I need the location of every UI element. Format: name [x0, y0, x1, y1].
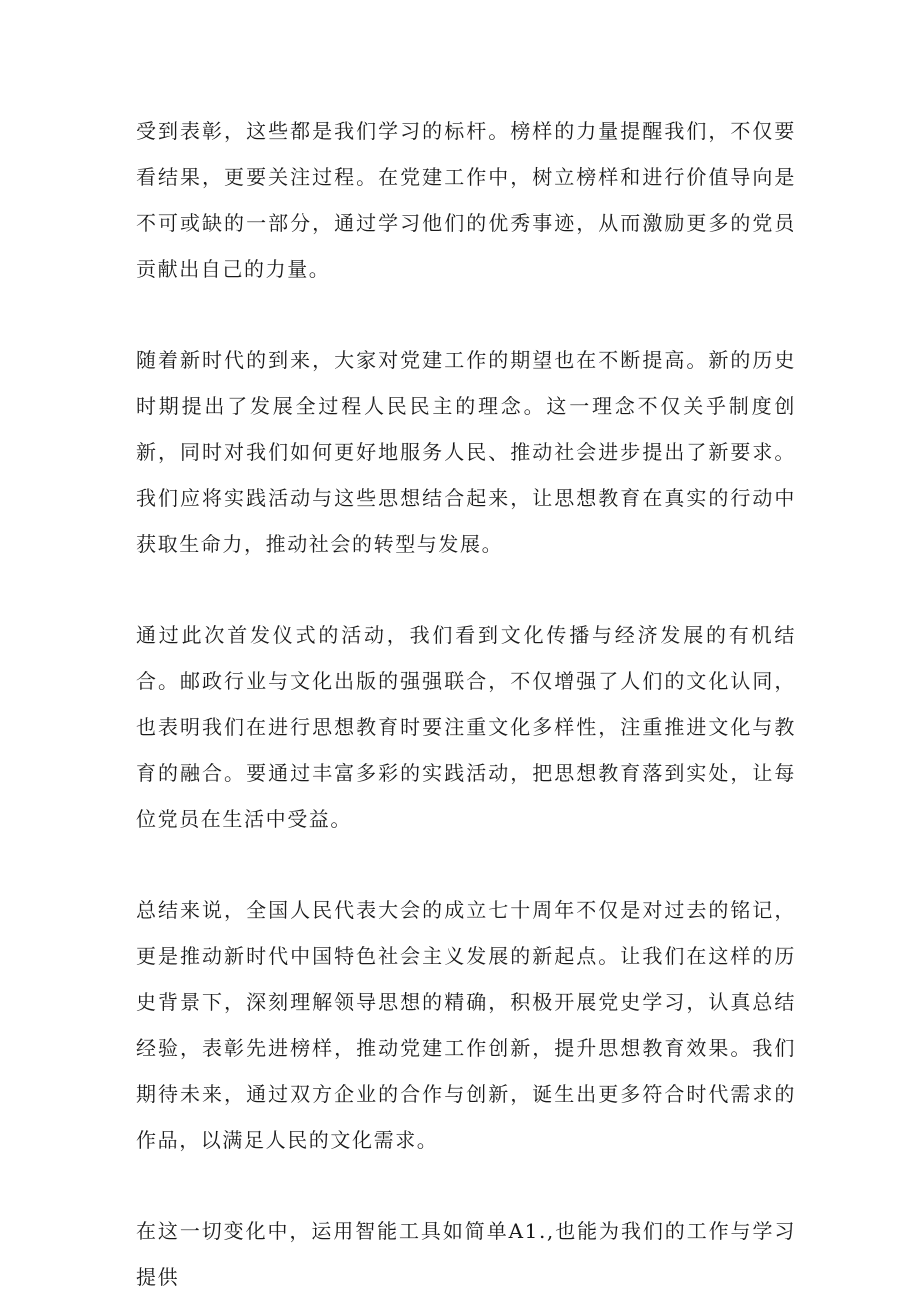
- paragraph-5: 在这一切变化中，运用智能工具如简单A1.,也能为我们的工作与学习提供: [136, 1219, 796, 1289]
- paragraph-2: 随着新时代的到来，大家对党建工作的期望也在不断提高。新的历史时期提出了发展全过程人民民主的理念。这一理念不仅关乎制度创新，同时对我们如何更好地服务人民、推动社会进步提出了新要求。我们应将实践活动与这些思想结合起来，让思想教育在真实的行动中获取生命力，推动社会的转型与发展。: [136, 348, 796, 556]
- paragraph-4: 总结来说，全国人民代表大会的成立七十周年不仅是对过去的铭记，更是推动新时代中国特色社会主义发展的新起点。让我们在这样的历史背景下，深刻理解领导思想的精确，积极开展党史学习，认真总结经验，表彰先进榜样，推动党建工作创新，提升思想教育效果。我们期待未来，通过双方企业的合作与创新，诞生出更多符合时代需求的作品，以满足人民的文化需求。: [136, 898, 796, 1152]
- paragraph-1: 受到表彰，这些都是我们学习的标杆。榜样的力量提醒我们，不仅要看结果，更要关注过程。在党建工作中，树立榜样和进行价值导向是不可或缺的一部分，通过学习他们的优秀事迹，从而激励更多的党员贡献出自己的力量。: [136, 119, 796, 281]
- paragraph-3: 通过此次首发仪式的活动，我们看到文化传播与经济发展的有机结合。邮政行业与文化出版的强强联合，不仅增强了人们的文化认同，也表明我们在进行思想教育时要注重文化多样性，注重推进文化与教育的融合。要通过丰富多彩的实践活动，把思想教育落到实处，让每位党员在生活中受益。: [136, 623, 796, 831]
- document-body: [136, 108, 796, 1300]
